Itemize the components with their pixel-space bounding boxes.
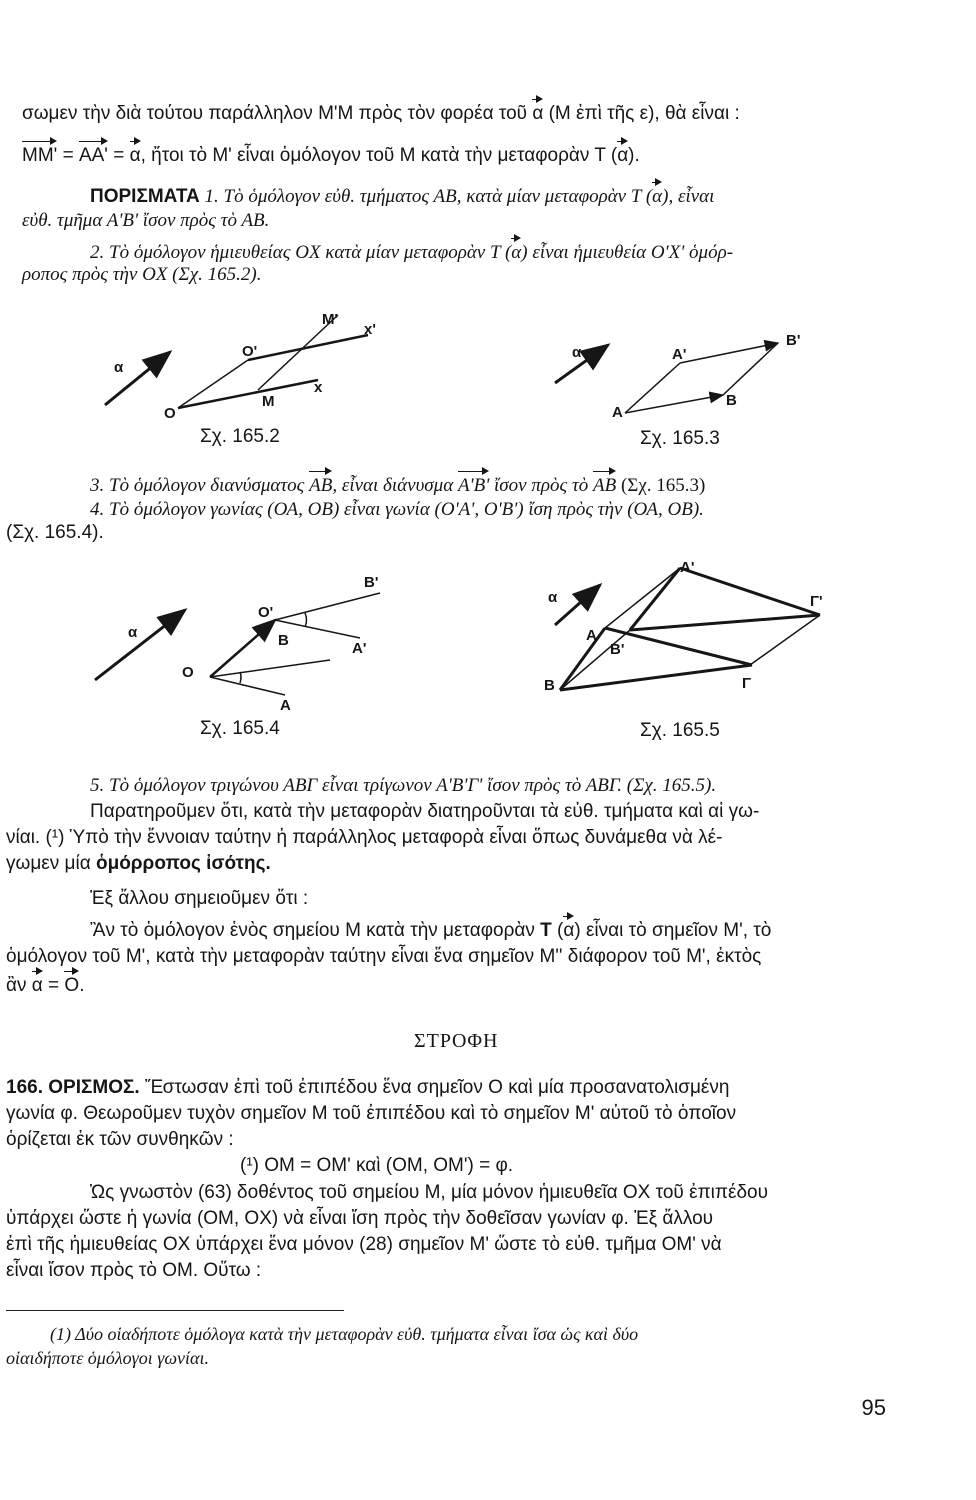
svg-text:α: α [572,344,582,361]
page-number: 95 [861,1395,886,1420]
text-line: Ἐξ ἄλλου σημειοῦμεν ὅτι : [90,888,309,909]
svg-text:x: x [314,379,323,396]
svg-text:α: α [128,624,138,641]
svg-text:O': O' [258,604,274,621]
porisma-5: 5. Τὸ ὁμόλογον τριγώνου ΑΒΓ εἶναι τρίγωνον Α'Β'Γ' ἴσον πρὸς τὸ ΑΒΓ. (Σχ. 165.5). [90,775,717,796]
svg-text:A': A' [680,559,695,576]
svg-text:x': x' [364,321,376,338]
svg-text:B': B' [610,641,625,658]
caption: Σχ. 165.2 [200,426,280,447]
caption: Σχ. 165.4 [200,718,280,739]
definition-166: 166. ΟΡΙΣΜΟΣ. Ἔστωσαν ἐπὶ τοῦ ἐπιπέδου ἕνα σημεῖον Ο καὶ μία προσανατολισμένη [6,1077,730,1098]
text-line: εἶναι ἴσον πρὸς τὸ ΟΜ. Οὕτω : [6,1260,262,1281]
figure-165-4 [90,565,390,715]
svg-text:A: A [586,627,597,644]
svg-text:M': M' [322,311,339,328]
svg-text:A: A [280,697,291,714]
text-line: νίαι. (¹) Ὑπὸ τὴν ἔννοιαν ταύτην ἡ παράλληλος μεταφορὰ εἶναι ὅπως δυνάμεθα νὰ λέ- [6,827,723,848]
svg-text:M: M [262,393,275,410]
text-line: ἂν α = Ο. [6,975,85,996]
text-line: εὐθ. τμῆμα Α'Β' ἴσον πρὸς τὸ ΑΒ. [22,210,270,231]
footnote: (1) Δύο οἱαδήποτε ὁμόλογα κατὰ τὴν μεταφορὰν εὐθ. τμήματα εἶναι ἴσα ὡς καὶ δύο [50,1324,639,1344]
svg-text:B': B' [786,332,801,349]
text-line: ὑπάρχει ὥστε ἡ γωνία (ΟΜ, ΟΧ) νὰ εἶναι ἴση πρὸς τὴν δοθεῖσαν γωνίαν φ. Ἐξ ἄλλου [6,1208,714,1229]
svg-text:A': A' [352,640,367,657]
footnote-rule [6,1310,344,1311]
text-line: σωμεν τὴν διὰ τούτου παράλληλον Μ'Μ πρὸς τὸν φορέα τοῦ α (Μ ἐπὶ τῆς ε), θὰ εἶναι : [22,103,740,124]
svg-text:α: α [548,589,558,606]
equation: (¹) ΟΜ = ΟΜ' καὶ (ΟΜ, ΟΜ') = φ. [240,1155,514,1176]
footnote: οἱαιδήποτε ὁμόλογοι γωνίαι. [6,1348,209,1368]
text-line: ΜΜ' = ΑΑ' = α, ἤτοι τὸ Μ' εἶναι ὁμόλογον τοῦ Μ κατὰ τὴν μεταφορὰν Τ (α). [22,145,640,166]
text-line: ἐπὶ τῆς ἡμιευθείας ΟΧ ὑπάρχει ἕνα μόνον (28) σημεῖον Μ' ὥστε τὸ εὐθ. τμῆμα ΟΜ' νὰ [6,1234,722,1255]
text-line: γωμεν μία ὁμόρροπος ἰσότης. [6,853,271,874]
svg-text:B: B [278,632,289,649]
svg-text:Γ': Γ' [810,593,823,610]
svg-text:A': A' [672,346,687,363]
svg-text:B: B [726,392,737,409]
porisma-4: 4. Τὸ ὁμόλογον γωνίας (ΟΑ, ΟΒ) εἶναι γωνία (Ο'Α', Ο'Β') ἴση πρὸς τὴν (ΟΑ, ΟΒ). [90,499,704,520]
section-heading: ΠΟΡΙΣΜΑΤΑ [90,186,200,207]
caption: Σχ. 165.5 [640,720,720,741]
porisma-2: 2. Τὸ ὁμόλογον ἡμιευθείας ΟΧ κατὰ μίαν μεταφορὰν Τ (α) εἶναι ἡμιευθεία Ο'Χ' ὁμόρ- [90,242,734,263]
svg-text:Γ: Γ [742,675,752,692]
svg-text:B': B' [364,574,379,591]
svg-text:O: O [182,664,194,681]
text-line: Ὡς γνωστὸν (63) δοθέντος τοῦ σημείου Μ, μία μόνον ἡμιευθεῖα ΟΧ τοῦ ἐπιπέδου [90,1182,769,1203]
text-line: γωνία φ. Θεωροῦμεν τυχὸν σημεῖον Μ τοῦ ἐπιπέδου καὶ τὸ σημεῖον Μ' αὐτοῦ τὸ ὁποῖον [6,1103,737,1124]
text-line: ὁμόλογον τοῦ Μ', κατὰ τὴν μεταφορὰν ταύτην εἶναι ἕνα σημεῖον Μ'' διάφορον τοῦ Μ', ἐκτὸς [6,946,762,967]
svg-text:A: A [612,404,623,421]
text-line: (Σχ. 165.4). [6,522,104,543]
text-line: ροπος πρὸς τὴν ΟΧ (Σχ. 165.2). [22,264,262,285]
text-line: ὁρίζεται ἐκ τῶν συνθηκῶν : [6,1129,234,1150]
svg-text:O': O' [242,343,258,360]
porisma-1: ΠΟΡΙΣΜΑΤΑ 1. Τὸ ὁμόλογον εὐθ. τμήματος ΑΒ, κατὰ μίαν μεταφορὰν Τ (α), εἶναι [90,186,715,207]
label: α [114,359,124,376]
vector-alpha: α [532,103,544,124]
porisma-3: 3. Τὸ ὁμόλογον διανύσματος ΑΒ, εἶναι διάνυσμα Α'Β' ἴσον πρὸς τὸ ΑΒ (Σχ. 165.3) [90,475,706,496]
figure-165-5 [530,550,860,720]
svg-text:O: O [164,405,176,422]
text-line: Ἂν τὸ ὁμόλογον ἑνὸς σημείου Μ κατὰ τὴν μεταφορὰν Τ (α) εἶναι τὸ σημεῖον Μ', τὸ [90,920,772,941]
svg-text:B: B [544,677,555,694]
section-title: ΣΤΡΟΦΗ [414,1030,499,1052]
text-line: Παρατηροῦμεν ὅτι, κατὰ τὴν μεταφορὰν διατηροῦνται τὰ εὐθ. τμήματα καὶ αἱ γω- [90,801,760,822]
caption: Σχ. 165.3 [640,428,720,449]
figure-165-3 [540,325,820,425]
ray-O1X1 [248,335,368,360]
